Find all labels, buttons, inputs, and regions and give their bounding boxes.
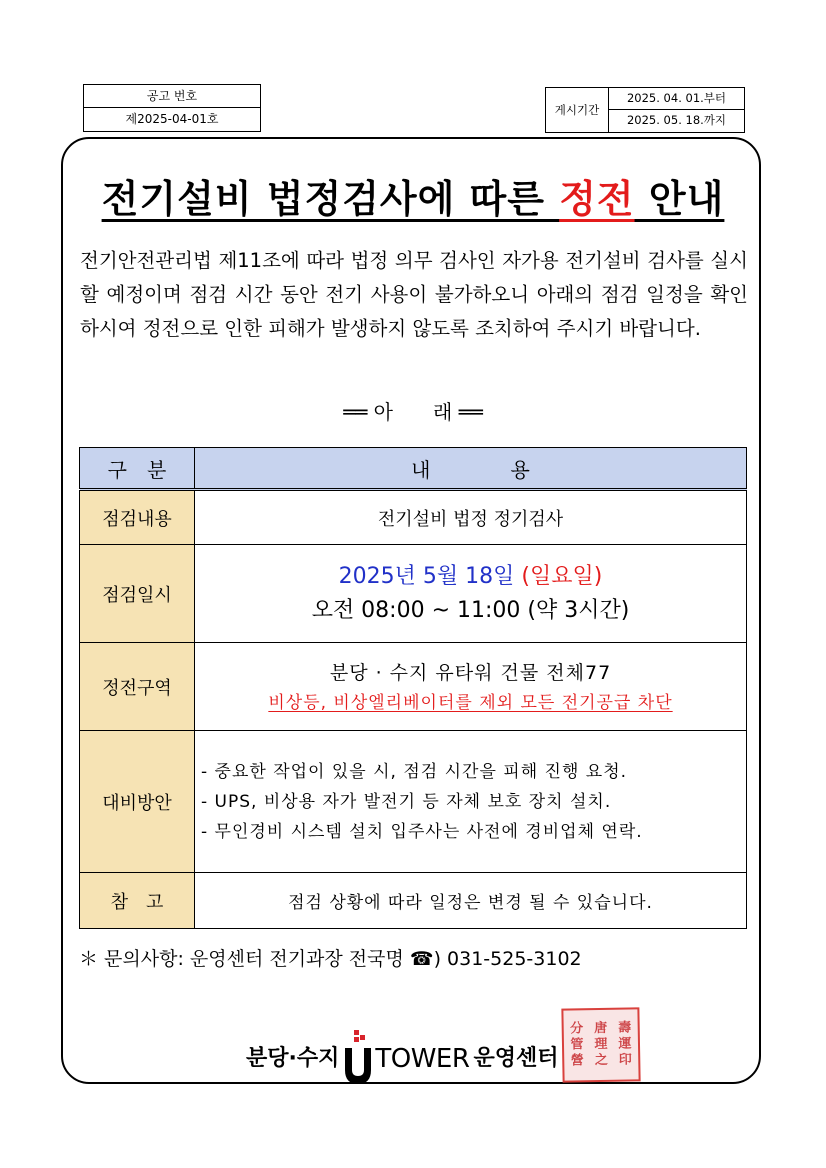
inquiry-line: ＊ 문의사항: 운영센터 전기과장 전국명 ☎) 031-525-3102	[79, 948, 582, 970]
measure-item-2: - UPS, 비상용 자가 발전기 등 자체 보호 장치 설치.	[201, 791, 612, 812]
notice-number: 제2025-04-01호	[125, 112, 219, 126]
posting-period-box	[545, 87, 745, 133]
footer-suffix: 운영센터	[473, 1046, 559, 1071]
official-seal-stamp: 分 唐 壽 管 理 運 營 之 印	[561, 1007, 640, 1082]
footer-tower: TOWER	[375, 1044, 470, 1074]
header-category: 구 분	[80, 448, 195, 490]
posting-period-to: 2025. 05. 18.까지	[626, 113, 727, 127]
row-label-measures: 대비방안	[80, 731, 195, 873]
outage-area: 분당 · 수지 유타워 건물 전체77	[329, 661, 612, 684]
arae-heading: ══ 아 래 ══	[343, 400, 483, 424]
row-label-zone: 정전구역	[80, 643, 195, 731]
intro-paragraph: 전기안전관리법 제11조에 따라 법정 의무 검사인 자가용 전기설비 검사를 실시 할 예정이며 점검 시간 동안 전기 사용이 불가하오니 아래의 점검 일정을 확인하시여 정전으로 인한 피해가 발생하지 않도록 조치하여 주시기 바랍니다.	[80, 249, 748, 340]
page-title	[82, 168, 744, 223]
inspection-table	[79, 447, 747, 929]
table-header-row	[80, 448, 747, 490]
posting-period-label: 게시기간	[546, 88, 609, 132]
row-label-datetime: 점검일시	[80, 545, 195, 643]
outage-note: 비상등, 비상엘리베이터를 제외 모든 전기공급 차단	[268, 692, 673, 713]
reference-note: 점검 상황에 따라 일정은 변경 될 수 있습니다.	[195, 873, 747, 929]
measure-item-1: - 중요한 작업이 있을 시, 점검 시간을 피해 진행 요청.	[201, 761, 628, 782]
title-part1: 전기설비 법정검사에 따른	[101, 177, 560, 221]
table-row	[80, 873, 747, 929]
inspection-content: 전기설비 법정 정기검사	[195, 490, 747, 545]
table-row	[80, 490, 747, 545]
row-label-content: 점검내용	[80, 490, 195, 545]
inspection-time: 오전 08:00 ~ 11:00 (약 3시간)	[311, 597, 630, 623]
footer-logo	[246, 1010, 558, 1086]
header-content: 내 용	[195, 448, 747, 490]
table-row	[80, 643, 747, 731]
measure-item-3: - 무인경비 시스템 설치 입주사는 사전에 경비업체 연락.	[201, 821, 643, 842]
footer-prefix: 분당·수지	[246, 1046, 340, 1071]
posting-period-from: 2025. 04. 01.부터	[609, 88, 744, 110]
title-part2: 안내	[634, 177, 725, 221]
inspection-date: 2025년 5월 18일	[338, 563, 522, 589]
table-row	[80, 545, 747, 643]
inspection-day: (일요일)	[521, 563, 603, 589]
row-label-reference: 참 고	[80, 873, 195, 929]
u-logo-icon	[343, 1030, 373, 1086]
title-highlight: 정전	[559, 177, 635, 221]
notice-label: 공고 번호	[84, 85, 260, 108]
notice-number-box	[83, 84, 261, 132]
table-row	[80, 731, 747, 873]
